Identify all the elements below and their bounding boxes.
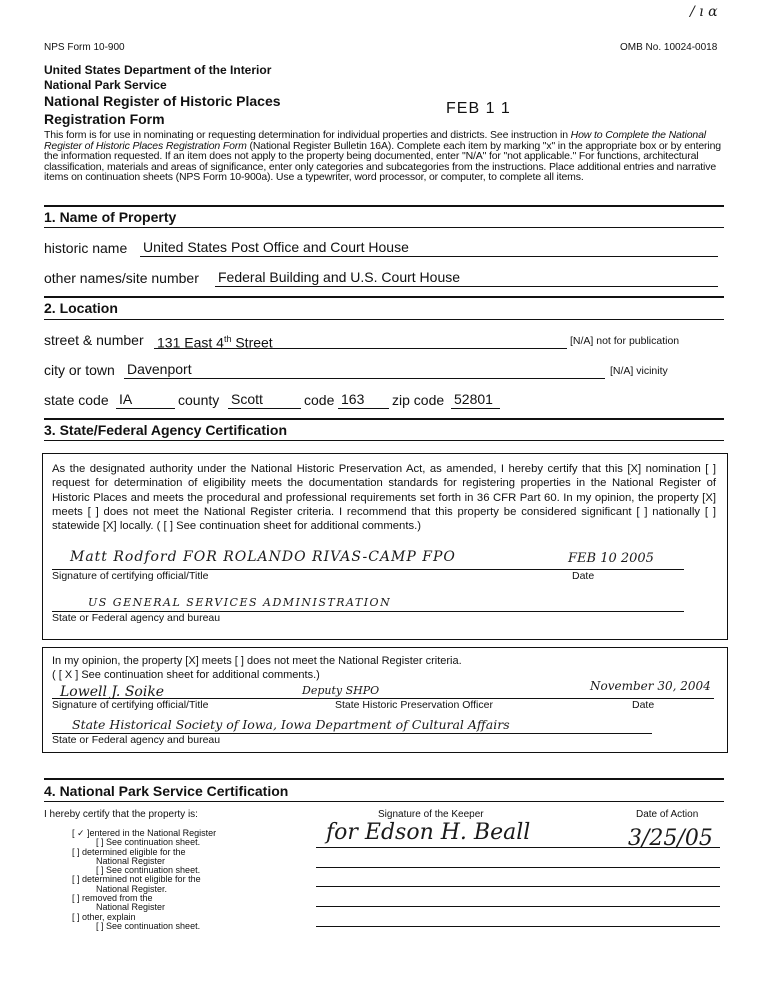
option-eligible[interactable]: [ ] determined eligible for the xyxy=(72,846,186,857)
section4-heading: 4. National Park Service Certification xyxy=(44,783,289,799)
signature-1-date: FEB 10 2005 xyxy=(568,551,654,566)
received-stamp: FEB 1 1 xyxy=(446,100,511,117)
omb-number: OMB No. 10024-0018 xyxy=(620,42,718,53)
signature-2-date: November 30, 2004 xyxy=(590,679,711,693)
city-label: city or town xyxy=(44,362,115,378)
agency-2: State Historical Society of Iowa, Iowa Department of Cultural Affairs xyxy=(72,717,510,732)
service-name: National Park Service xyxy=(44,78,167,92)
street-label: street & number xyxy=(44,332,144,348)
option-removed[interactable]: [ ] removed from the xyxy=(72,893,153,904)
signature-2-title: Deputy SHPO xyxy=(302,684,380,697)
option-other-continuation[interactable]: [ ] See continuation sheet. xyxy=(96,920,201,931)
opinion-line-1: In my opinion, the property [X] meets [ ] does not meet the National Register criteria. xyxy=(52,655,462,667)
section4-rule xyxy=(44,801,724,802)
section1-divider xyxy=(44,205,724,207)
action-date: 3/25/05 xyxy=(628,826,713,851)
option-removed-sub: National Register xyxy=(96,902,166,913)
section1-heading: 1. Name of Property xyxy=(44,209,177,225)
section2-rule xyxy=(44,319,724,320)
dept-name: United States Department of the Interior xyxy=(44,63,272,77)
certification-text: As the designated authority under the National Historic Preservation Act, as amended, I hereby certify that this [X] nomination [ ] request for determination of eligibility meets the documentation standards for registering properties in the National Register of Historic Places and meets the procedural and professional requirements set forth in 36 CFR Part 60. In my opinion, the property [X] meets [ ] does not meet the National Register criteria. I recommend that this property be considered significant [ ] nationally [ ] statewide [X] locally. ( [ ] See continuation sheet for additional comments.) xyxy=(52,463,716,533)
keeper-label: Signature of the Keeper xyxy=(378,809,484,820)
shpo-label: State Historic Preservation Officer xyxy=(335,699,493,711)
keeper-signature: for Edson H. Beall xyxy=(326,820,531,845)
section3-rule xyxy=(44,440,724,441)
option-not-eligible-sub: National Register. xyxy=(96,883,168,894)
street-field[interactable]: 131 East 4th Street xyxy=(154,331,567,349)
other-names-field[interactable]: Federal Building and U.S. Court House xyxy=(215,269,718,287)
section1-rule xyxy=(44,227,724,228)
section2-heading: 2. Location xyxy=(44,300,118,316)
signature-2-label: Signature of certifying official/Title xyxy=(52,699,209,711)
section4-divider xyxy=(44,778,724,780)
nps-options xyxy=(72,829,216,931)
county-label: county xyxy=(178,392,220,408)
certify-label: I hereby certify that the property is: xyxy=(44,809,198,820)
action-label: Date of Action xyxy=(636,809,699,820)
keeper-line-4 xyxy=(316,906,720,907)
instructions: This form is for use in nominating or requesting determination for individual properties and districts. See instruction in How to Complete the National Register of Historic Places Registration Form (National Register Bulletin 16A). Complete each item by marking "x" in the appropriate box or by entering the information requested. If an item does not apply to the property being documented, enter "N/A" for "not applicable." For functions, architectural classification, materials and areas of significance, enter only categories and subcategories from the instructions. Place additional entries and narrative items on continuation sheets (NPS Form 10-900a). Use a typewriter, word processor, or computer, to complete all items. xyxy=(44,129,721,184)
city-field[interactable]: Davenport xyxy=(124,361,605,379)
signature-1: Matt Rodford FOR ROLANDO RIVAS-CAMP FPO xyxy=(70,549,456,565)
section3-divider xyxy=(44,418,724,420)
state-label: state code xyxy=(44,392,109,408)
historic-name-label: historic name xyxy=(44,240,128,256)
not-for-publication[interactable]: [N/A] not for publication xyxy=(570,335,680,347)
agency-1: US GENERAL SERVICES ADMINISTRATION xyxy=(88,596,392,609)
agency-2-label: State or Federal agency and bureau xyxy=(52,734,221,746)
agency-1-label: State or Federal agency and bureau xyxy=(52,612,221,624)
date-2-label: Date xyxy=(632,699,655,711)
option-eligible-sub: National Register xyxy=(96,855,166,866)
signature-1-label: Signature of certifying official/Title xyxy=(52,570,209,582)
option-entered-continuation[interactable]: [ ] See continuation sheet. xyxy=(96,837,201,848)
keeper-line-2 xyxy=(316,867,720,868)
option-other[interactable]: [ ] other, explain xyxy=(72,911,136,922)
option-entered[interactable]: [ ✓ ]entered in the National Register xyxy=(72,828,217,838)
keeper-line-1 xyxy=(316,847,720,848)
zip-field[interactable]: 52801 xyxy=(451,391,500,409)
zip-label: zip code xyxy=(392,392,445,408)
opinion-line-2: ( [ X ] See continuation sheet for additional comments.) xyxy=(52,669,320,681)
keeper-line-5 xyxy=(316,926,720,927)
option-not-eligible[interactable]: [ ] determined not eligible for the xyxy=(72,874,201,885)
form-subtitle: Registration Form xyxy=(44,111,165,127)
vicinity[interactable]: [N/A] vicinity xyxy=(610,365,668,377)
other-names-label: other names/site number xyxy=(44,270,199,286)
section2-divider xyxy=(44,296,724,298)
county-code-field[interactable]: 163 xyxy=(338,391,389,409)
date-label: Date xyxy=(572,570,595,582)
form-title: National Register of Historic Places xyxy=(44,93,281,109)
county-code-label: code xyxy=(304,392,335,408)
section3-heading: 3. State/Federal Agency Certification xyxy=(44,422,287,438)
keeper-line-3 xyxy=(316,886,720,887)
signature-2: Lowell J. Soike xyxy=(60,684,165,700)
county-field[interactable]: Scott xyxy=(228,391,301,409)
state-code-field[interactable]: IA xyxy=(116,391,175,409)
form-number: NPS Form 10-900 xyxy=(44,42,125,53)
historic-name-field[interactable]: United States Post Office and Court House xyxy=(140,239,718,257)
option-eligible-continuation[interactable]: [ ] See continuation sheet. xyxy=(96,865,201,876)
corner-mark: / ı α xyxy=(690,4,718,20)
